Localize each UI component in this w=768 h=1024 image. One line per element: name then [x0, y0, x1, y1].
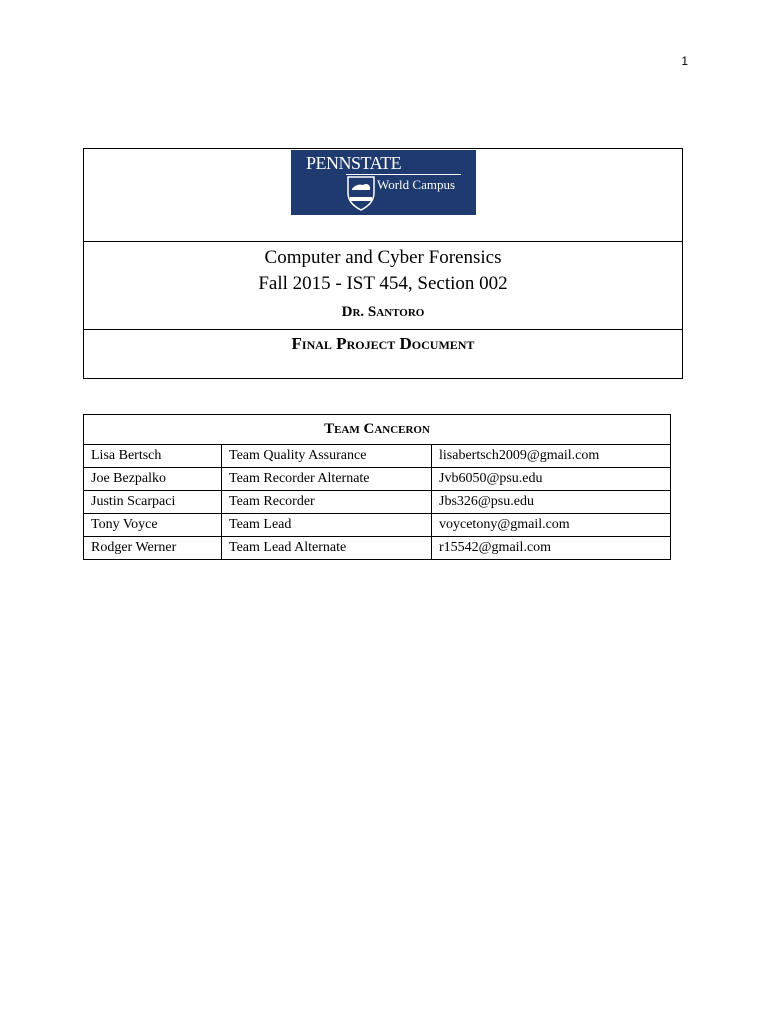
- course-row: [84, 242, 682, 330]
- table-row: [84, 445, 671, 468]
- member-name: Joe Bezpalko: [84, 468, 222, 491]
- table-row: [84, 514, 671, 537]
- member-email: Jbs326@psu.edu: [432, 491, 671, 514]
- member-role: Team Recorder: [222, 491, 432, 514]
- nittany-lion-shield-icon: [346, 175, 376, 211]
- page-number: 1: [681, 54, 688, 68]
- table-row: [84, 468, 671, 491]
- penn-state-world-campus-logo: [291, 150, 476, 215]
- course-title: Computer and Cyber Forensics: [264, 247, 502, 268]
- instructor-name: Dr. Santoro: [341, 304, 425, 320]
- document-title: Final Project Document: [291, 334, 475, 353]
- member-email: lisabertsch2009@gmail.com: [432, 445, 671, 468]
- table-row: [84, 491, 671, 514]
- team-name: Team Canceron: [84, 415, 671, 445]
- table-row: [84, 537, 671, 560]
- course-term: Fall 2015 - IST 454, Section 002: [258, 273, 508, 294]
- member-email: Jvb6050@psu.edu: [432, 468, 671, 491]
- member-name: Lisa Bertsch: [84, 445, 222, 468]
- member-email: r15542@gmail.com: [432, 537, 671, 560]
- logo-row: [84, 149, 682, 242]
- member-role: Team Lead: [222, 514, 432, 537]
- logo-wordmark: PENNSTATE: [306, 153, 402, 173]
- title-block: [83, 148, 683, 379]
- member-email: voycetony@gmail.com: [432, 514, 671, 537]
- team-table: [83, 414, 671, 560]
- logo-campus-label: World Campus: [377, 177, 456, 192]
- member-name: Rodger Werner: [84, 537, 222, 560]
- member-name: Justin Scarpaci: [84, 491, 222, 514]
- member-name: Tony Voyce: [84, 514, 222, 537]
- document-title-row: [84, 330, 682, 378]
- member-role: Team Quality Assurance: [222, 445, 432, 468]
- team-header-row: [84, 415, 671, 445]
- member-role: Team Lead Alternate: [222, 537, 432, 560]
- member-role: Team Recorder Alternate: [222, 468, 432, 491]
